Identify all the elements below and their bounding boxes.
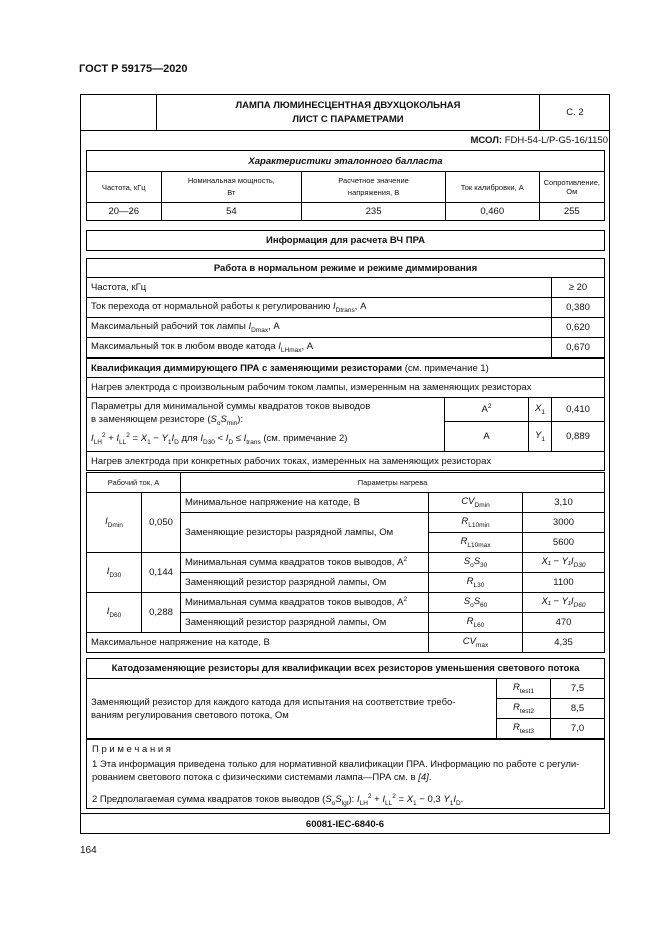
note-1: 1 Эта информация приведена только для нормативной квалификации ПРА. Информацию по работе с регули- рованием светового потока с физическими системами лампа—ПРА см. в [4]. — [92, 759, 580, 783]
mcol-line: МСОЛ: FDH-54-L/P-G5-16/1150 — [470, 135, 608, 146]
title-block — [80, 94, 610, 131]
normal-operation-table: Работа в нормальном режиме и режиме диммирования Частота, кГц ≥ 20 Ток перехода от нормальной работы к регулированию $I_{Dtrans}$, А 0,380 Максимальный рабочий ток лампы $I_{Dmax}$, А 0,620 Максимальный ток в любом вводе катода $I_{LHmax}$, А 0,670 — [86, 258, 605, 358]
notes-heading: П р и м е ч а н и я — [92, 744, 171, 755]
page-number: 164 — [80, 845, 97, 856]
ballast-heading: Характеристики эталонного балласта — [87, 151, 605, 172]
qualification-table: Квалификация диммирующего ПРА с заменяющими резисторами (см. примечание 1) Нагрев электрода с произвольным рабочим током лампы, измеренным на заменяющих резисторах Параметры для минимальной суммы квадратов токов выводов в заменяющем резисторе $(S_oS_{min})$: $I_{LH}^2 + I_{LL}^2 = X_1 - Y_1I_D$ для $I_{D30} < I_D \le I_{trans}$ (см. примечание 2) $A^2$ $X_1$ 0,410 A $Y_1$ 0,889 Нагрев электрода при конкретных рабочих токах, измеренных на заменяющих резисторах — [86, 358, 605, 471]
heating-table: Рабочий ток, А Параметры нагрева $I_{Dmin}$ 0,050 Минимальное напряжение на катоде, В $CV_{Dmin}$ 3,10 Заменяющие резисторы разрядной лампы, Ом $R_{L10min}$ 3000 $R_{L10max}$ 5600 $I_{D30}$ 0,144 Минимальная сумма квадратов токов выводов, $А^2$ $S_oS_{30}$ $X_1 - Y_1I_{D30}$ Заменяющий резистор разрядной лампы, Ом $R_{L30}$ 1100 $I_{D60}$ 0,288 Минимальная сумма квадратов токов выводов, $А^2$ $S_oS_{60}$ $X_1 - Y_1I_{D60}$ Заменяющий резистор разрядной лампы, Ом $R_{L60}$ 470 Максимальное напряжение на катоде, В $CV_{max}$ 4,35 — [86, 472, 605, 653]
hf-info: Информация для расчета ВЧ ПРА — [86, 230, 605, 251]
cathode-resistors-table: Катодозаменяющие резисторы для квалификации всех резисторов уменьшения светового потока Заменяющий резистор для каждого катода для испытания на соответствие требо- ваниям регулирования светового потока, Ом $R_{test1}$ 7,5 $R_{test2}$ 8,5 $R_{test3}$ 7,0 — [86, 658, 605, 739]
footer-code: 60081-IEC-6840-6 — [305, 819, 385, 830]
footer-divider — [80, 813, 610, 814]
ballast-table: Характеристики эталонного балласта Частота, кГц Номинальная мощность, Вт Расчетное значение напряжения, В Ток калибровки, А Сопротивление, Ом 20—26 54 235 0,460 255 — [86, 150, 605, 221]
params-cell: Параметры для минимальной суммы квадратов токов выводов в заменяющем резисторе $(S_oS_{min})$: $I_{LH}^2 + I_{LL}^2 = X_1 - Y_1I_D$ для $I_{D30} < I_D \le I_{trans}$ (см. примечание 2) — [87, 398, 445, 452]
notes — [92, 743, 602, 810]
sheet-number: С. 2 — [540, 95, 611, 131]
qualification-heading: Квалификация диммирующего ПРА с заменяющими резисторами (см. примечание 1) — [87, 359, 605, 378]
title-line-1: ЛАМПА ЛЮМИНЕСЦЕНТНАЯ ДВУХЦОКОЛЬНАЯ — [235, 99, 461, 111]
note-2: 2 Предполагаемая сумма квадратов токов выводов $(S_oS_{lgt})$: $I_{LH}^2 + I_{LL}^2 = X_1 - 0,3$ $Y_1I_D$. — [92, 793, 464, 808]
sheet-title — [157, 95, 540, 131]
title-line-2: ЛИСТ С ПАРАМЕТРАМИ — [292, 113, 404, 125]
standard-number: ГОСТ Р 59175—2020 — [79, 63, 188, 75]
